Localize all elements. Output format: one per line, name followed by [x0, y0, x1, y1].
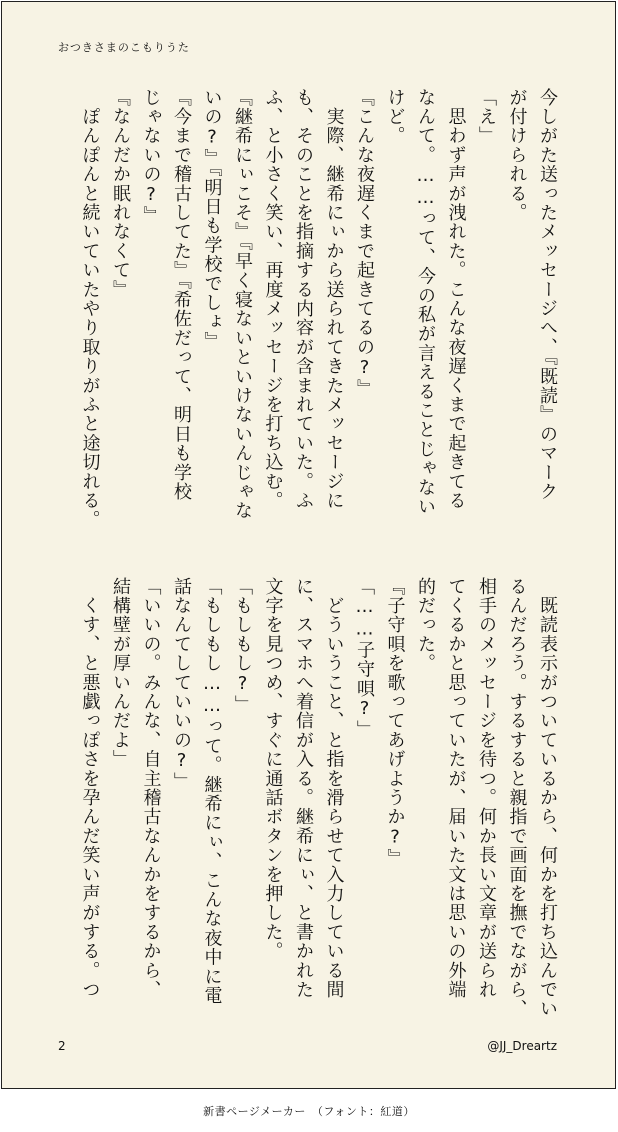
text-line: 話なんてしていいの?」: [171, 577, 192, 792]
text-line: も、そのことを指摘する内容が含まれていた。ふ: [293, 88, 314, 511]
text-block-top: [74, 88, 562, 538]
text-line: 『子守唄を歌ってあげようか?』: [384, 577, 406, 868]
text-block-bottom: [74, 577, 562, 1027]
text-line: 「もしもし……って。継希にぃ、こんな夜中に電: [201, 577, 223, 1006]
text-line: 今しがた送ったメッセージへ、『既読』のマーク: [537, 88, 558, 502]
text-line: 「もしもし?」: [232, 577, 253, 715]
text-line: 『なんだか眠れなくて』: [110, 88, 131, 300]
text-line: 『今まで稽古してた』『希佐だって、明日も学校: [171, 88, 192, 502]
running-title: おつきさまのこもりうた: [58, 41, 190, 54]
text-line: どういうこと、と指を滑らせて入力している間: [323, 577, 345, 1000]
text-line: 文字を見つめ、すぐに通話ボタンを押した。: [262, 577, 284, 961]
text-line: が付けられる。: [506, 88, 528, 223]
text-line: 相手のメッセージを待つ。何か長い文章が送られ: [476, 577, 497, 1000]
text-line: 『継希にぃこそ』『早く寝ないといけないんじゃな: [232, 88, 253, 521]
author-credit: @JJ_Dreartz: [487, 1039, 557, 1053]
text-line: じゃないの?』: [140, 88, 162, 226]
text-line: るんだろう。するすると親指で画面を撫でながら、: [506, 577, 528, 1019]
text-line: 「……子守唄?」: [354, 577, 375, 740]
generator-footer: 新書ページメーカー （フォント：紅道）: [203, 1105, 415, 1118]
text-line: 「いいの。みんな、自主稽古なんかをするから、: [140, 577, 162, 1000]
page-number: 2: [58, 1039, 66, 1053]
text-line: なんて。……って、今の私が言えることじゃない: [415, 88, 436, 517]
text-line: ぽんぽんと続いていたやり取りがふと途切れる。: [79, 88, 101, 530]
text-line: 『こんな夜遅くまで起きてるの?』: [354, 88, 375, 399]
text-line: くす、と悪戯っぽさを孕んだ笑い声がする。つ: [79, 577, 101, 1000]
text-line: に、スマホへ着信が入る。継希にぃ、と書かれた: [293, 577, 314, 1000]
text-line: 既読表示がついているから、何かを打ち込んでい: [537, 577, 558, 1019]
text-line: 結構壁が厚いんだよ」: [110, 577, 131, 769]
text-line: てくるかと思っていたが、届いた文は思いの外端: [445, 577, 467, 1000]
novel-page: [1, 1, 616, 1089]
text-line: けど。: [384, 88, 406, 146]
text-line: いの?』『明日も学校でしょ』: [201, 88, 223, 351]
text-line: 的だった。: [415, 577, 436, 673]
text-line: 実際、継希にぃから送られてきたメッセージに: [323, 88, 345, 511]
text-line: 「え」: [476, 88, 497, 146]
text-line: 思わず声が洩れた。こんな夜遅くまで起きてる: [445, 88, 467, 511]
text-line: ふ、と小さく笑い、再度メッセージを打ち込む。: [262, 88, 284, 511]
